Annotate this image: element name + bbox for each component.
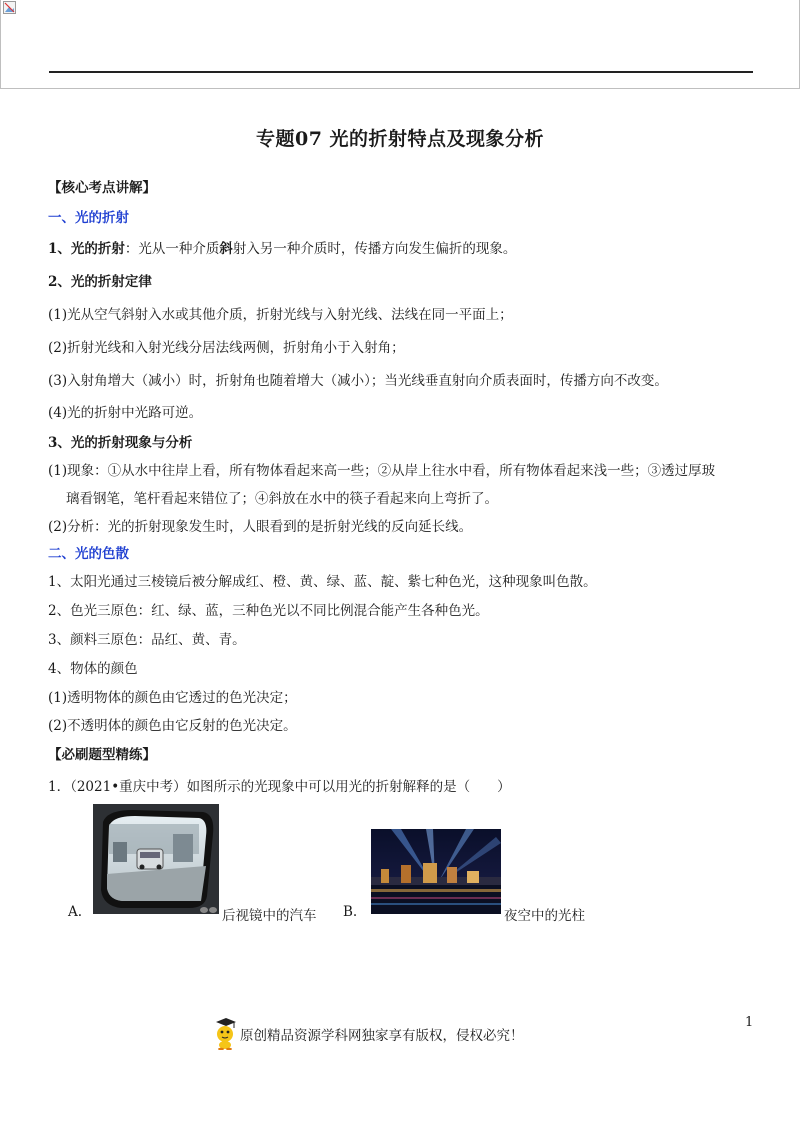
page-number: 1: [745, 1015, 754, 1030]
practice-header: 【必刷题型精练】: [48, 747, 156, 763]
phenomena-item: (1)现象：①从水中往岸上看，所有物体看起来高一些；②从岸上往水中看，所有物体看起来浅一些；③透过厚玻: [48, 463, 716, 479]
copyright-notice: 原创精品资源学科网独家享有版权，侵权必究！: [240, 1028, 524, 1044]
header-rule: [49, 71, 753, 73]
page-title: 专题07 光的折射特点及现象分析: [255, 128, 545, 150]
definition-text: ：光从一种介质: [124, 241, 220, 257]
section-heading-dispersion: 二、光的色散: [48, 546, 129, 562]
side-mirror-photo: [93, 804, 219, 914]
phenomena-heading: 3、光的折射现象与分析: [48, 435, 193, 451]
broken-image-icon: [3, 1, 16, 14]
option-a-caption: 后视镜中的汽车: [222, 908, 317, 924]
law-item: (1)光从空气斜射入水或其他介质，折射光线与入射光线、法线在同一平面上；: [48, 307, 513, 323]
dispersion-subitem: (2)不透明体的颜色由它反射的色光决定。: [48, 718, 297, 734]
definition-label: 1、光的折射: [48, 241, 125, 257]
definition-line: [48, 237, 516, 257]
definition-emphasis: 斜: [219, 241, 233, 257]
option-b-letter: B.: [343, 904, 358, 920]
dispersion-subitem: (1)透明物体的颜色由它透过的色光决定；: [48, 690, 297, 706]
page-header: [0, 0, 800, 89]
definition-text-2: 射入另一种介质时，传播方向发生偏折的现象。: [232, 241, 517, 257]
law-item: (3)入射角增大（减小）时，折射角也随着增大（减小）；当光线垂直射向介质表面时，传播方向不改变。: [48, 373, 668, 389]
dispersion-item: 4、物体的颜色: [48, 661, 138, 677]
option-a-letter: A.: [68, 904, 83, 920]
night-light-beams-photo: [371, 829, 501, 914]
dispersion-item: 3、颜料三原色：品红、黄、青。: [48, 632, 246, 648]
option-b-caption: 夜空中的光柱: [504, 908, 585, 924]
tiny-decoration-icon: [199, 905, 219, 913]
dispersion-item: 1、太阳光通过三棱镜后被分解成红、橙、黄、绿、蓝、靛、紫七种色光，这种现象叫色散。: [48, 574, 597, 590]
law-heading: 2、光的折射定律: [48, 274, 152, 290]
mascot-icon: [212, 1016, 238, 1050]
question-1: 1．（2021•重庆中考）如图所示的光现象中可以用光的折射解释的是（ ）: [48, 779, 511, 795]
law-item: (4)光的折射中光路可逆。: [48, 405, 203, 421]
analysis-item: (2)分析：光的折射现象发生时，人眼看到的是折射光线的反向延长线。: [48, 519, 473, 535]
core-header: 【核心考点讲解】: [48, 180, 156, 196]
dispersion-item: 2、色光三原色：红、绿、蓝，三种色光以不同比例混合能产生各种色光。: [48, 603, 489, 619]
section-heading-refraction: 一、光的折射: [48, 210, 129, 226]
law-item: (2)折射光线和入射光线分居法线两侧，折射角小于入射角；: [48, 340, 405, 356]
phenomena-item-cont: 璃看钢笔，笔杆看起来错位了；④斜放在水中的筷子看起来向上弯折了。: [66, 491, 498, 507]
